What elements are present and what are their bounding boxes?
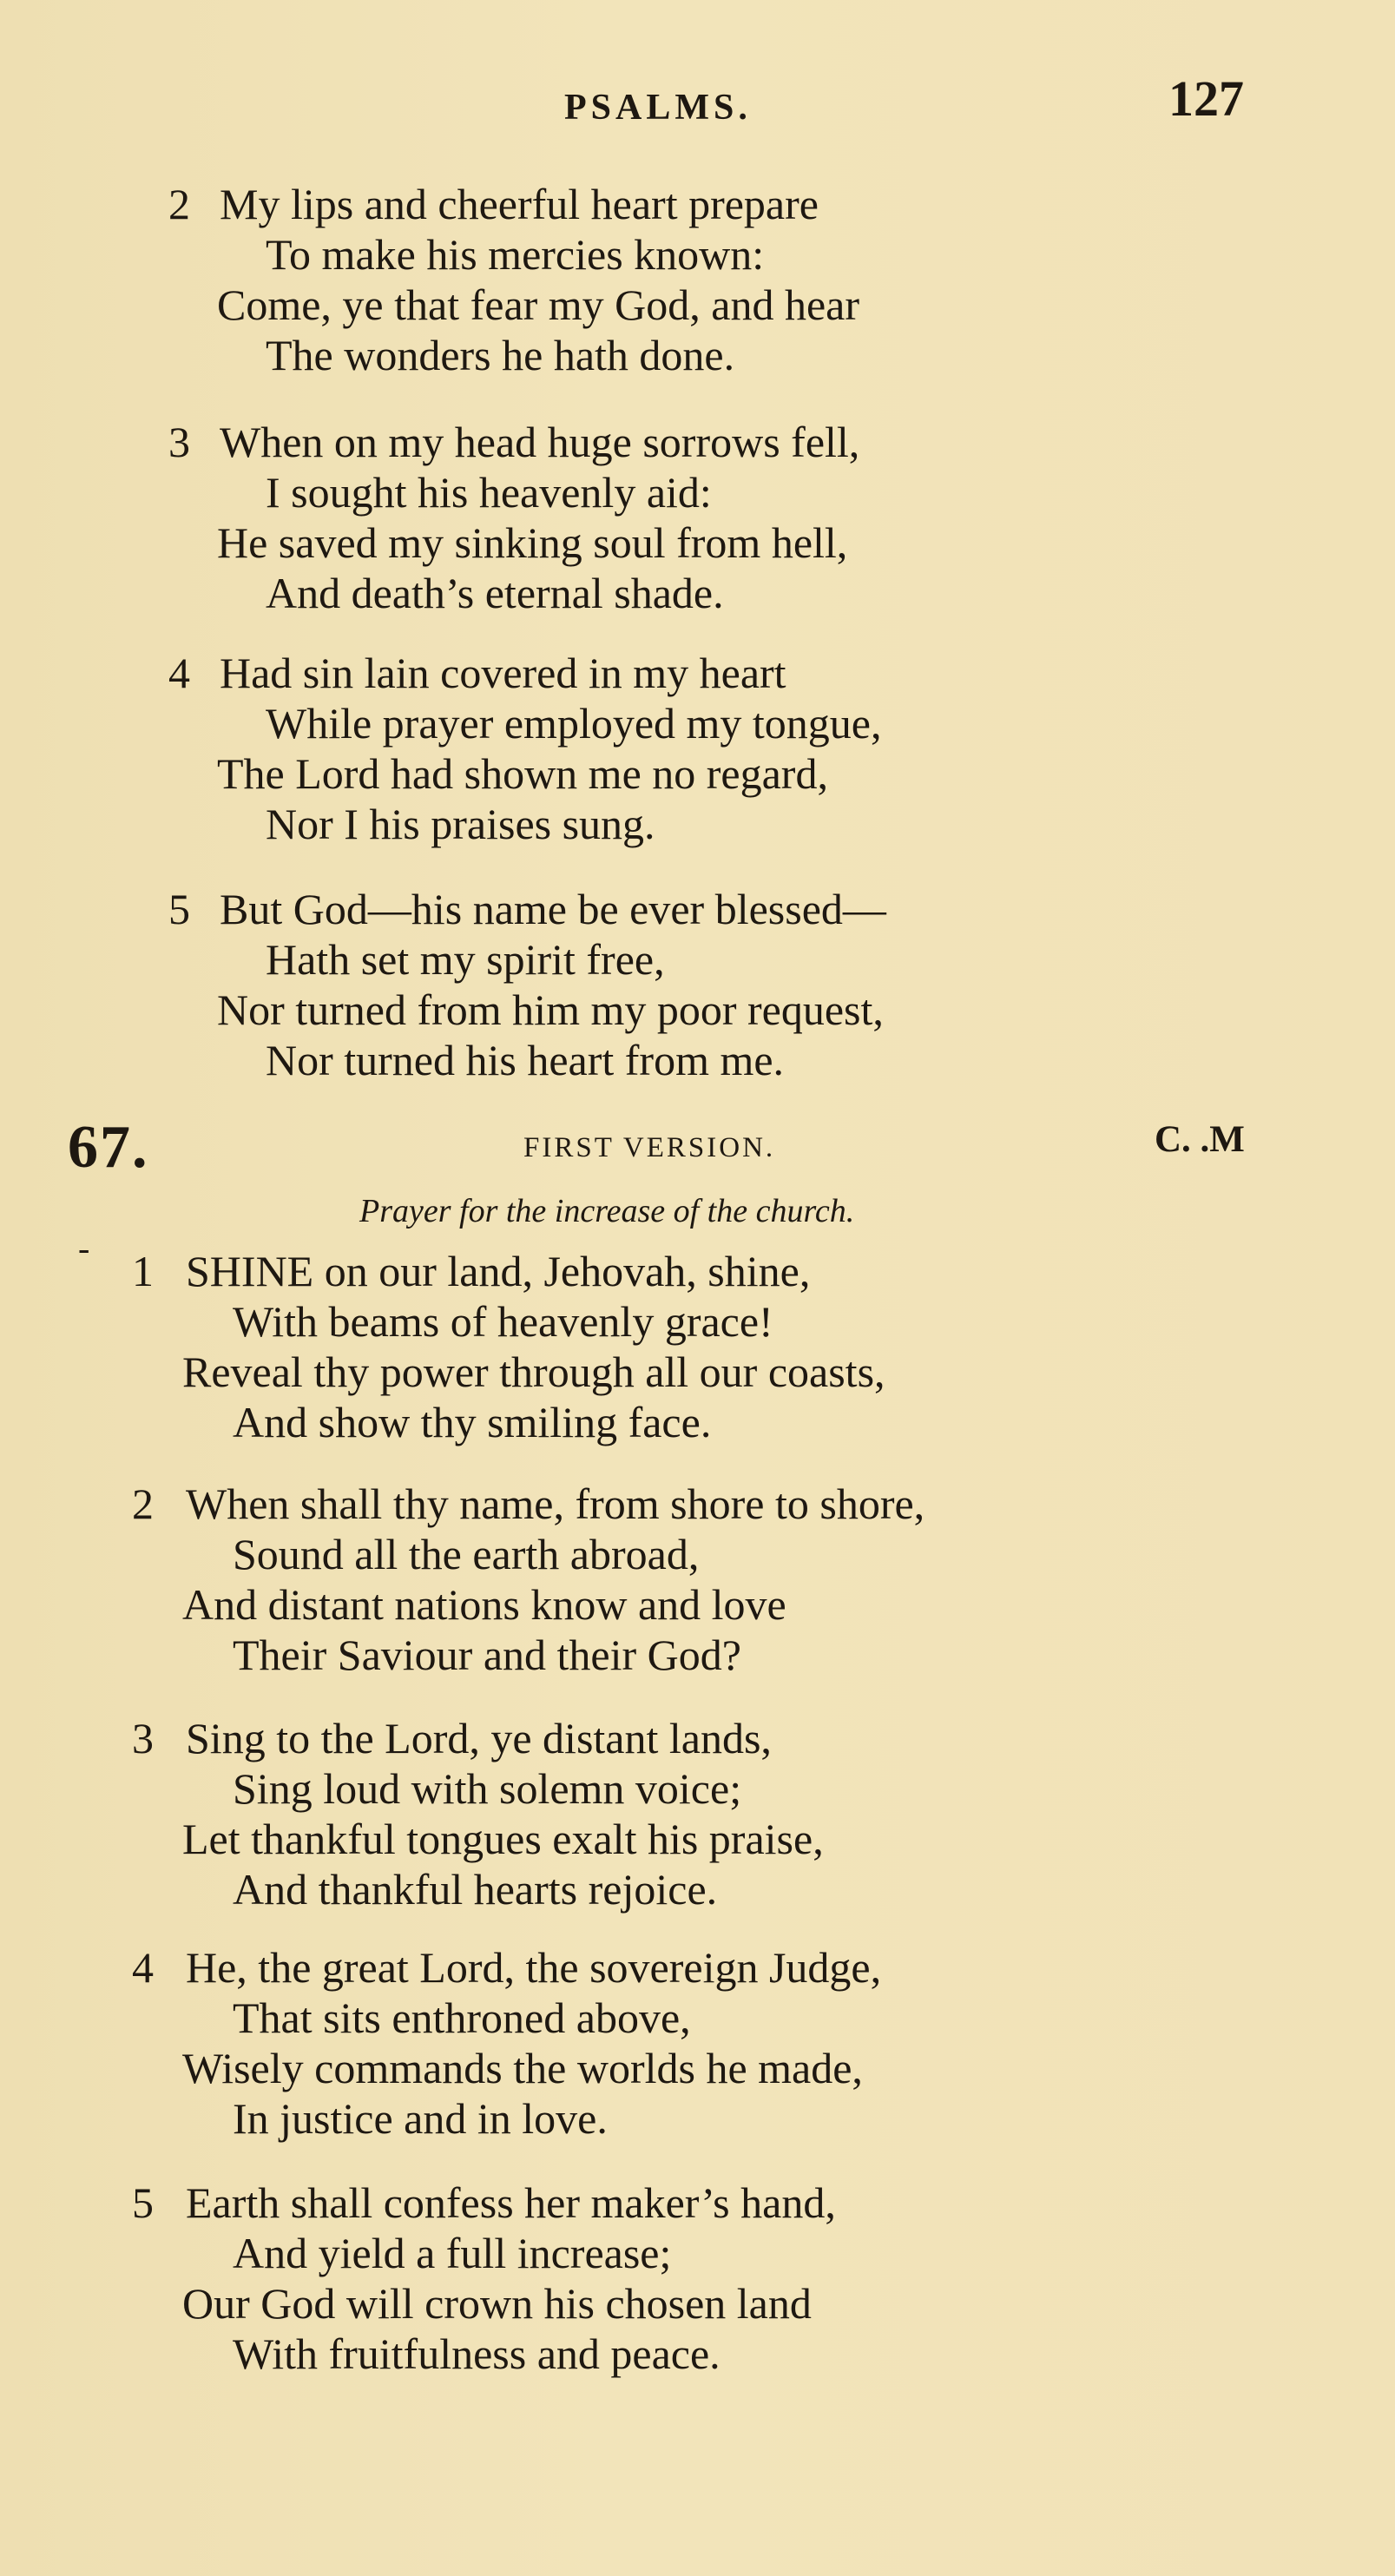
stanza-number: 1 (132, 1247, 154, 1295)
verse-line: Wisely commands the worlds he made, (182, 2044, 863, 2092)
verse-line: I sought his heavenly aid: (266, 468, 712, 517)
verse-line: Reveal thy power through all our coasts, (182, 1347, 885, 1396)
stanza-number: 2 (132, 1479, 154, 1528)
meter-label: C. .M (1155, 1119, 1245, 1160)
verse-line: He, the great Lord, the sovereign Judge, (186, 1943, 882, 1992)
verse-line: Nor I his praises sung. (266, 800, 655, 848)
verse-line: And yield a full increase; (233, 2229, 672, 2277)
stanza-number: 4 (132, 1943, 154, 1992)
verse-line: Our God will crown his chosen land (182, 2279, 812, 2328)
verse-line: And thankful hearts rejoice. (233, 1865, 718, 1914)
verse-line: Sound all the earth abroad, (233, 1530, 700, 1578)
page-number: 127 (1168, 70, 1244, 127)
running-head: PSALMS. (564, 88, 752, 128)
verse-line: While prayer employed my tongue, (266, 699, 882, 748)
verse-line: Let thankful tongues exalt his praise, (182, 1815, 824, 1863)
verse-line: Hath set my spirit free, (266, 935, 665, 984)
verse-line: And death’s eternal shade. (266, 569, 724, 617)
verse-line: And show thy smiling face. (233, 1398, 712, 1446)
verse-line: He saved my sinking soul from hell, (217, 518, 848, 567)
verse-line: With beams of heavenly grace! (233, 1297, 773, 1346)
stanza-number: 3 (168, 418, 190, 466)
stanza-number: 2 (168, 180, 190, 228)
verse-line: And distant nations know and love (182, 1580, 786, 1629)
verse-line: With fruitfulness and peace. (233, 2329, 721, 2378)
verse-line: SHINE on our land, Jehovah, shine, (186, 1247, 811, 1295)
verse-line: That sits enthroned above, (233, 1993, 691, 2042)
verse-line: The Lord had shown me no regard, (217, 749, 828, 798)
verse-line: Sing to the Lord, ye distant lands, (186, 1714, 772, 1762)
verse-line: Earth shall confess her maker’s hand, (186, 2178, 836, 2227)
verse-line: Sing loud with solemn voice; (233, 1764, 742, 1813)
verse-line: Their Saviour and their God? (233, 1631, 741, 1679)
psalm-subtitle: Prayer for the increase of the church. (359, 1193, 855, 1229)
verse-line: When shall thy name, from shore to shore, (186, 1479, 925, 1528)
verse-line: Come, ye that fear my God, and hear (217, 280, 860, 329)
verse-line: The wonders he hath done. (266, 331, 735, 379)
stanza-number: 3 (132, 1714, 154, 1762)
psalm-number: 67. (68, 1114, 149, 1181)
margin-mark: - (78, 1229, 90, 1268)
stanza-number: 4 (168, 649, 190, 697)
verse-line: Nor turned his heart from me. (266, 1036, 785, 1084)
verse-line: In justice and in love. (233, 2094, 608, 2143)
verse-line: Nor turned from him my poor request, (217, 985, 884, 1034)
verse-line: To make his mercies known: (266, 230, 765, 279)
verse-line: Had sin lain covered in my heart (220, 649, 786, 697)
stanza-number: 5 (168, 885, 190, 933)
verse-line: When on my head huge sorrows fell, (220, 418, 860, 466)
verse-line: But God—his name be ever blessed— (220, 885, 886, 933)
stanza-number: 5 (132, 2178, 154, 2227)
version-heading: FIRST VERSION. (523, 1132, 776, 1163)
verse-line: My lips and cheerful heart prepare (220, 180, 819, 228)
